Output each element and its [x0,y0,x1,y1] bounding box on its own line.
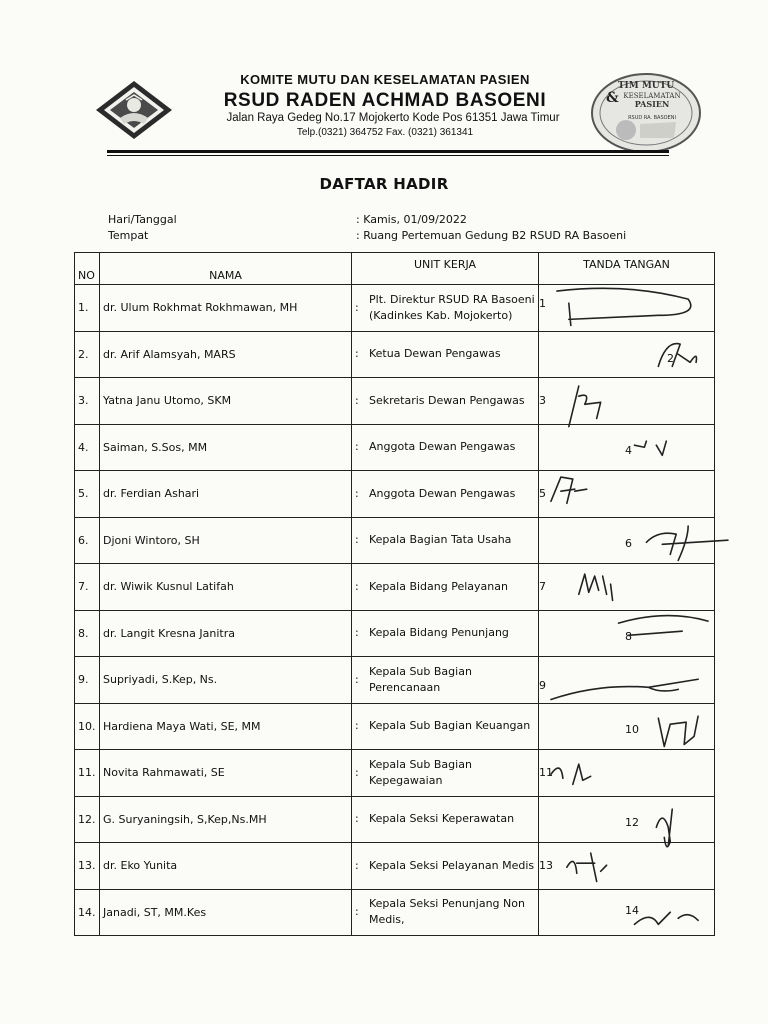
work-unit-cell [352,657,539,704]
handwritten-signature [539,704,714,750]
attendee-name: dr. Wiwik Kusnul Latifah [100,564,352,611]
letterhead-divider-thin [107,155,669,156]
handwritten-signature [539,425,714,471]
signature-cell[interactable] [539,331,715,378]
attendee-name: Djoni Wintoro, SH [100,517,352,564]
work-unit: Ketua Dewan Pengawas [369,347,501,361]
signature-number: 14 [625,903,639,917]
row-number: 12. [75,796,100,843]
row-number: 8. [75,610,100,657]
table-row [75,610,715,657]
signature-number: 6 [625,536,632,550]
work-unit: Kepala Sub Bagian Keuangan [369,719,531,733]
row-number: 2. [75,331,100,378]
row-number: 4. [75,424,100,471]
handwritten-signature [539,332,714,378]
row-number: 14. [75,889,100,936]
day-value: : Kamis, 01/09/2022 [356,213,467,226]
signature-cell[interactable] [539,610,715,657]
signature-cell[interactable] [539,750,715,797]
signature-number: 5 [539,487,546,500]
row-number: 1. [75,285,100,332]
table-row [75,750,715,797]
signature-number: 4 [625,443,632,457]
attendee-name: Saiman, S.Sos, MM [100,424,352,471]
signature-cell[interactable] [539,378,715,425]
handwritten-signature [539,750,714,796]
attendee-name: Hardiena Maya Wati, SE, MM [100,703,352,750]
work-unit-cell [352,285,539,332]
attendee-name: dr. Arif Alamsyah, MARS [100,331,352,378]
work-unit: Kepala Seksi Keperawatan [369,812,515,826]
table-row [75,285,715,332]
place-value: : Ruang Pertemuan Gedung B2 RSUD RA Basoeni [356,229,627,242]
unit-colon: : [355,533,359,547]
attendee-name: Novita Rahmawati, SE [100,750,352,797]
row-number: 11. [75,750,100,797]
table-row [75,796,715,843]
row-number: 13. [75,843,100,890]
attendee-name: dr. Eko Yunita [100,843,352,890]
signature-cell[interactable] [539,564,715,611]
svg-text:RSUD RA. BASOENI: RSUD RA. BASOENI [628,115,676,121]
handwritten-signature [539,378,714,424]
unit-colon: : [355,858,359,872]
signature-number: 7 [539,580,546,593]
row-number: 10. [75,703,100,750]
work-unit-cell [352,331,539,378]
handwritten-signature [539,471,714,517]
letterhead-phone: Telp.(0321) 364752 Fax. (0321) 361341 [296,127,474,138]
work-unit-cell [352,703,539,750]
signature-number: 1 [539,297,546,310]
header-signature: TANDA TANGAN [539,253,715,285]
unit-colon: : [355,486,359,500]
handwritten-signature [539,797,714,843]
table-row [75,703,715,750]
letterhead-address: Jalan Raya Gedeg No.17 Mojokerto Kode Pos 61351 Jawa Timur [226,112,560,124]
svg-text:KESELAMATAN: KESELAMATAN [623,92,681,100]
table-row [75,331,715,378]
signature-cell[interactable] [539,517,715,564]
row-number: 5. [75,471,100,518]
day-label: Hari/Tanggal [108,213,177,226]
signature-number: 11 [539,766,553,779]
work-unit: Kepala Sub Bagian Perencanaan [369,664,472,694]
table-row [75,517,715,564]
table-row [75,843,715,890]
signature-number: 3 [539,394,546,407]
table-row [75,889,715,936]
letterhead-hospital-name: RSUD RADEN ACHMAD BASOENI [223,90,547,111]
work-unit-cell [352,889,539,936]
work-unit-cell [352,564,539,611]
work-unit: Anggota Dewan Pengawas [369,486,516,500]
work-unit-cell [352,843,539,890]
attendee-name: G. Suryaningsih, S,Kep,Ns.MH [100,796,352,843]
work-unit: Kepala Seksi Pelayanan Medis [369,858,535,872]
signature-number: 13 [539,859,553,872]
work-unit: Kepala Seksi Penunjang Non Medis, [369,897,525,927]
unit-colon: : [355,579,359,593]
attendance-table [74,252,715,936]
signature-number: 9 [539,679,546,692]
signature-number: 12 [625,815,639,829]
row-number: 7. [75,564,100,611]
svg-text:PASIEN: PASIEN [634,99,670,109]
unit-colon: : [355,765,359,779]
attendee-name: Janadi, ST, MM.Kes [100,889,352,936]
table-row [75,471,715,518]
row-number: 3. [75,378,100,425]
header-name: NAMA [100,253,352,285]
coat-of-arms-logo [90,78,178,142]
signature-cell[interactable] [539,471,715,518]
handwritten-signature [539,657,714,703]
attendee-name: dr. Ulum Rokhmat Rokhmawan, MH [100,285,352,332]
table-header-row [75,253,715,285]
table-row [75,657,715,704]
signature-cell[interactable] [539,285,715,332]
handwritten-signature [539,518,714,564]
work-unit-cell [352,517,539,564]
svg-text:&: & [606,90,619,106]
unit-colon: : [355,672,359,686]
row-number: 9. [75,657,100,704]
signature-cell[interactable] [539,843,715,890]
attendee-name: dr. Langit Kresna Janitra [100,610,352,657]
handwritten-signature [539,890,714,936]
unit-colon: : [355,719,359,733]
document-title: DAFTAR HADIR [319,175,449,193]
unit-colon: : [355,393,359,407]
header-no: NO [75,253,100,285]
work-unit: Anggota Dewan Pengawas [369,440,516,454]
signature-cell[interactable] [539,796,715,843]
signature-number: 10 [625,722,639,736]
work-unit: Sekretaris Dewan Pengawas [369,393,525,407]
work-unit-cell [352,750,539,797]
svg-text:TIM MUTU: TIM MUTU [617,81,675,91]
table-row [75,378,715,425]
work-unit: Plt. Direktur RSUD RA Basoeni (Kadinkes Kab. Mojokerto) [369,292,535,322]
attendee-name: dr. Ferdian Ashari [100,471,352,518]
table-row [75,424,715,471]
handwritten-signature [539,285,714,331]
letterhead-divider [107,150,669,153]
signature-cell[interactable] [539,703,715,750]
work-unit: Kepala Bagian Tata Usaha [369,533,512,547]
signature-cell[interactable] [539,424,715,471]
row-number: 6. [75,517,100,564]
unit-colon: : [355,905,359,919]
work-unit-cell [352,424,539,471]
handwritten-signature [539,564,714,610]
work-unit-cell [352,378,539,425]
unit-colon: : [355,812,359,826]
signature-number: 2 [667,351,674,365]
unit-colon: : [355,626,359,640]
header-unit: UNIT KERJA [352,253,539,285]
signature-number: 8 [625,629,632,643]
work-unit: Kepala Sub Bagian Kepegawaian [369,757,472,787]
work-unit: Kepala Bidang Pelayanan [369,579,508,593]
work-unit-cell [352,796,539,843]
signature-cell[interactable] [539,889,715,936]
handwritten-signature [539,611,714,657]
place-label: Tempat [108,229,149,242]
table-row [75,564,715,611]
attendee-name: Supriyadi, S.Kep, Ns. [100,657,352,704]
handwritten-signature [539,843,714,889]
unit-colon: : [355,300,359,314]
attendee-name: Yatna Janu Utomo, SKM [100,378,352,425]
unit-colon: : [355,347,359,361]
signature-cell[interactable] [539,657,715,704]
work-unit-cell [352,471,539,518]
unit-colon: : [355,440,359,454]
work-unit: Kepala Bidang Penunjang [369,626,509,640]
letterhead-committee: KOMITE MUTU DAN KESELAMATAN PASIEN [240,72,530,87]
work-unit-cell [352,610,539,657]
